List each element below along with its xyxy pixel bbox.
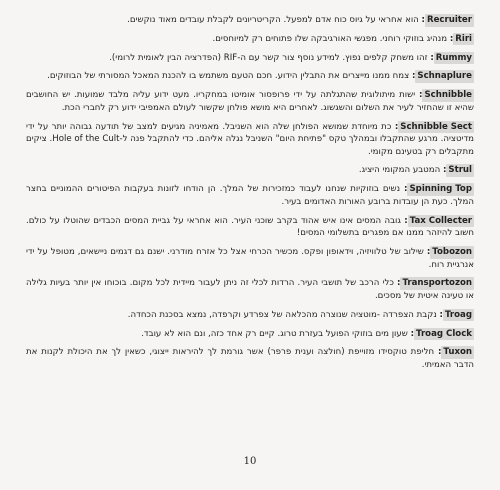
glossary-entry-schnaplure: Schnaplure: צמח ממנו מייצרים את התבלין הידוע. חכם הטעם משתמש בו להכנת המאכל המסורתי של הבוזוקים. [47,71,472,82]
glossary-entry-recruiter: Recruiter: הוא אחראי על גיוס כוח אדם למפעל. הקריטריונים לקבלת עובדים מאוד נוקשים. [127,15,472,25]
glossary-definition: צמח ממנו מייצרים את התבלין הידוע. חכם הטעם משתמש בו להכנת המאכל המסורתי של הבוזוקים. [47,71,410,82]
glossary-term: Schnibble [424,90,472,101]
glossary-definition: נשים בוזוקיות שנחנו לעבוד כמזכירות של המלך. הן הודחו לזונות בעקבות הפיטורים ההמוניים בחצר המלך. כעת הן עובדות ברובע האורות האדומים בעיר. [26,184,474,207]
glossary-term: Schnaplure [417,71,472,82]
page-number: 10 [243,456,257,467]
glossary-term: Troag Clock [416,328,472,339]
glossary-entry-troag-clock: Troag Clock: שעון מים בוזוקי הפועל בעזרת טרוג. קיים רק אחד כזה, ונם הוא לא עובד. [141,328,472,339]
glossary-entry-transportozon: Transportozon: כלי הרכב של תושבי העיר. הרדות לכלי זה ניתן לעבור מיידית לכל מקום. בוכוחו אין יותר בעיות גלילה או טעינה איטית של מסכים. [26,278,474,301]
glossary-definition: כת מיוחדת שמושא הפולחן שלה הוא השניבל. מאמיניה מגיעים למצב של תודעה גבוהה יותר על ידי מדיטציה. מרגע שהתקבלו ובמהלך טקס "פתיחת היום" השניבל נגלה אליהם. כדי להתקבל פנה ל-Hole of the Cult. ציקים מתקבלים רק בטעינם מקומי. [26,121,474,157]
glossary-term: Tobozon [432,247,473,257]
glossary-entry-troag: Troag: נקבת הצפרדה -מוטציה שנוצרה מהכלאה של צפרדע וקרפדה, נמצא בסכנת הכחדה. [127,309,472,320]
glossary-term: Schnibble Sect [400,121,473,132]
glossary-definition: שעון מים בוזוקי הפועל בעזרת טרוג. קיים רק אחד כזה, ונם הוא לא עובד. [141,328,408,339]
glossary-term: Tuxon [443,347,473,358]
glossary-entry-rummy: Rummy: זהו משחק קלפים נפוץ. למידע נוסף צור קשר עם ה-RIF (הפדרציה הבין לאומית לרומי). [109,52,472,63]
glossary-definition: הוא אחראי על גיוס כוח אדם למפעל. הקריטריונים לקבלת עובדים מאוד נוקשים. [127,15,419,25]
glossary-entry-tuxon: Tuxon: חליפת טוקסידו מזוייפת (חולצה וענית פרפר) אשר גורמת לך להיראות ייצוגי, כשאין לך את היכולת לקנות את הדבר האמיתי. [26,347,474,370]
glossary-term: Recruiter [426,15,472,25]
glossary-entry-strul: Strul: המטבע המקומי היציג. [358,165,472,176]
glossary-entry-spinning-top: Spinning Top: נשים בוזוקיות שנחנו לעבוד כמזכירות של המלך. הן הודחו לזונות בעקבות הפיטורים ההמוניים בחצר המלך. כעת הן עובדות ברובע האורות האדומים בעיר. [26,184,474,207]
glossary-entries [26,14,474,372]
glossary-term: Troag [444,309,472,320]
glossary-definition: זהו משחק קלפים נפוץ. למידע נוסף צור קשר עם ה-RIF (הפדרציה הבין לאומית לרומי). [109,52,428,63]
glossary-definition: מנהיג בוזוקי רוחני. מפגשי האורגיבקה שלו פתוחים רק למיוחסים. [212,33,448,44]
glossary-term: Spinning Top [409,184,472,195]
glossary-definition: כלי הרכב של תושבי העיר. הרדות לכלי זה ניתן לעבור מיידית לכל מקום. בוכוחו אין יותר בעיות גלילה או טעינה איטית של מסכים. [26,278,474,301]
glossary-entry-schnibble: Schnibble: ישות מיתולוגית שהתגלתה על ידי פרופסור אומיטו במחקריו. מעט ידוע עליה מלבד שמועות. יש החושבים שהיא זו שהחזיר לעיר את השלום והשגשוג. לאחרים היא מושא פולחן שקשור לעולם האמפיבי ידוע רק לחברי הכת. [26,90,474,113]
glossary-definition: ישות מיתולוגית שהתגלתה על ידי פרופסור אומיטו במחקריו. מעט ידוע עליה מלבד שמועות. יש החושבים שהיא זו שהחזיר לעיר את השלום והשגשוג. לאחרים היא מושא פולחן שקשור לעולם האמפיבי ידוע רק לחברי הכת. [26,90,474,113]
glossary-entry-tax-collecter: Tax Collecter: גובה המסים אינו איש אהוד בקרב שוכני העיר. הוא אחראי על גביית המסים הכבדים שהוטלו על כולם. חשוב להיזהר ממנו אם מפגרים בתשלומי המסים! [26,215,474,239]
glossary-entry-tobozon: Tobozon: שילוב של טלוויזיה, וידאופון ופקס. מכשיר הכרחי אצל כל אזרח מודרני. ישנם גם דגמים ניישאים, מטופל על ידי אנרגיית רוח. [26,247,474,270]
glossary-term: Strul [448,165,472,176]
glossary-definition: נקבת הצפרדה -מוטציה שנוצרה מהכלאה של צפרדע וקרפדה, נמצא בסכנת הכחדה. [127,309,437,320]
glossary-definition: חליפת טוקסידו מזוייפת (חולצה וענית פרפר) אשר גורמת לך להיראות ייצוגי, כשאין לך את היכולת לקנות את הדבר האמיתי. [26,347,474,370]
glossary-term: Tax Collecter [409,215,473,226]
glossary-entry-schnibble-sect: Schnibble Sect: כת מיוחדת שמושא הפולחן שלה הוא השניבל. מאמיניה מגיעים למצב של תודעה גבוהה יותר על ידי מדיטציה. מרגע שהתקבלו ובמהלך טקס "פתיחת היום" השניבל נגלה אליהם. כדי להתקבל פנה ל-Hole of the Cult. ציקים מתקבלים רק בטעינם מקומי. [26,121,474,157]
glossary-definition: המטבע המקומי היציג. [358,165,441,176]
glossary-definition: שילוב של טלוויזיה, וידאופון ופקס. מכשיר הכרחי אצל כל אזרח מודרני. ישנם גם דגמים ניישאים, מטופל על ידי אנרגיית רוח. [26,247,474,270]
glossary-term: Riri [455,33,472,44]
glossary-entry-riri: Riri: מנהיג בוזוקי רוחני. מפגשי האורגיבקה שלו פתוחים רק למיוחסים. [212,33,472,44]
glossary-term: Transportozon [402,278,472,289]
glossary-definition: גובה המסים אינו איש אהוד בקרב שוכני העיר. הוא אחראי על גביית המסים הכבדים שהוטלו על כולם. חשוב להיזהר ממנו אם מפגרים בתשלומי המסים! [26,215,474,239]
glossary-term: Rummy [435,52,472,63]
